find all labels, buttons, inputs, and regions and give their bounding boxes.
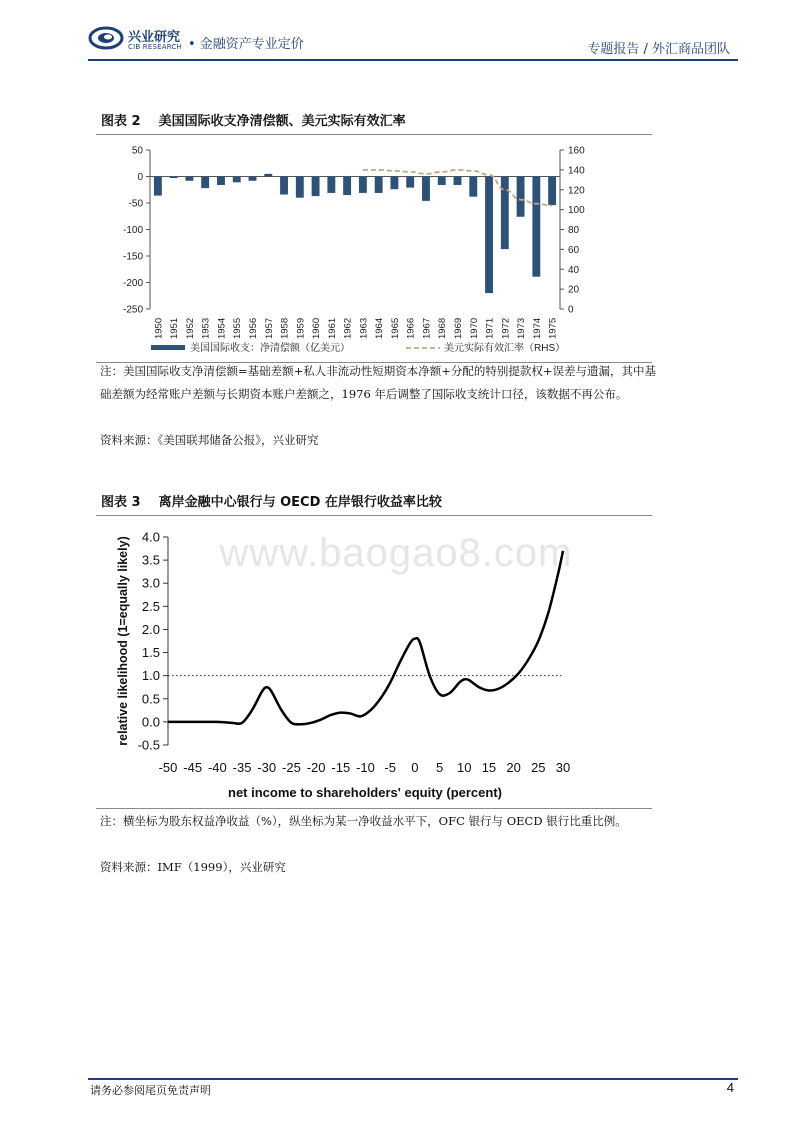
- bar: [517, 177, 525, 217]
- x-tick-label: -15: [331, 760, 351, 775]
- x-tick-label: 1968: [437, 317, 449, 339]
- footer-divider: [88, 1078, 738, 1080]
- legend-bar-swatch: [151, 345, 185, 350]
- brand-name: 兴业研究: [128, 30, 181, 45]
- figure3-title: [101, 491, 442, 510]
- footer-disclaimer: 请务必参阅尾页免责声明: [90, 1084, 211, 1097]
- y-tick-label: 0: [137, 172, 143, 183]
- figure3-source: 资料来源：IMF（1999），兴业研究: [100, 860, 286, 874]
- x-tick-label: 1971: [484, 317, 496, 339]
- bar: [280, 177, 288, 195]
- x-tick-label: 1974: [531, 317, 543, 339]
- y-tick-label: 50: [131, 145, 143, 157]
- x-tick-label: 1952: [184, 317, 196, 339]
- y2-tick-label: 160: [568, 145, 585, 157]
- y-axis-title: relative likelihood (1=equally likely): [116, 536, 130, 746]
- x-tick-label: 1972: [500, 317, 512, 339]
- y-tick-label: 3.0: [141, 575, 160, 591]
- x-tick-label: -30: [257, 760, 277, 775]
- bar: [264, 174, 272, 177]
- likelihood-curve: [168, 551, 563, 725]
- x-tick-label: 5: [435, 760, 444, 775]
- y-tick-label: 1.0: [141, 668, 160, 684]
- y2-tick-label: 100: [568, 205, 585, 217]
- bar: [233, 177, 241, 183]
- y-tick-label: -50: [128, 198, 143, 210]
- figure2-source: 资料来源：《美国联邦储备公报》，兴业研究: [100, 433, 319, 447]
- y2-tick-label: 140: [568, 165, 585, 177]
- bar: [548, 177, 556, 206]
- x-tick-label: -50: [158, 760, 178, 775]
- y-tick-label: 0.0: [141, 714, 160, 730]
- y2-tick-label: 20: [568, 284, 580, 296]
- report-type: 专题报告 / 外汇商品团队: [587, 42, 730, 57]
- x-tick-label: 1956: [248, 317, 259, 339]
- figure3-title-text: 离岸金融中心银行与 OECD 在岸银行收益率比较: [158, 495, 442, 510]
- figure3-bottom-rule: [96, 808, 652, 809]
- brand-name-en: CIB RESEARCH: [128, 43, 182, 51]
- x-tick-label: 1975: [547, 317, 559, 339]
- x-axis-title: net income to shareholders' equity (percent): [228, 785, 502, 800]
- x-tick-label: 1954: [216, 317, 228, 339]
- x-tick-label: 1951: [169, 317, 181, 339]
- y-tick-label: -0.5: [137, 737, 160, 753]
- x-tick-label: 1953: [200, 317, 212, 339]
- x-tick-label: 1969: [453, 317, 464, 339]
- y-tick-label: -250: [122, 304, 143, 316]
- x-tick-label: -45: [183, 760, 203, 775]
- page-number: 4: [726, 1080, 734, 1095]
- x-tick-label: -40: [207, 760, 227, 775]
- bar: [532, 177, 540, 277]
- bar: [485, 177, 493, 294]
- bar: [217, 177, 225, 185]
- x-tick-label: 1967: [421, 317, 433, 339]
- y2-tick-label: 80: [568, 225, 580, 236]
- x-tick-label: 1963: [358, 317, 370, 339]
- x-tick-label: -20: [306, 760, 326, 775]
- x-tick-label: 1966: [405, 317, 417, 339]
- x-tick-label: -25: [282, 760, 301, 775]
- figure2-title-text: 美国国际收支净清偿额、美元实际有效汇率: [158, 114, 406, 129]
- y-tick-label: -150: [122, 251, 143, 263]
- bar: [422, 177, 430, 201]
- x-tick-label: 1958: [279, 317, 291, 339]
- x-tick-label: 1973: [516, 317, 528, 339]
- figure2-title: [101, 110, 406, 129]
- x-tick-label: 1970: [468, 317, 480, 339]
- figure2-title-rule: [96, 134, 652, 135]
- bar: [375, 177, 383, 193]
- y2-tick-label: 40: [568, 264, 580, 276]
- bar: [249, 177, 257, 181]
- x-tick-label: 1961: [326, 317, 338, 339]
- y-tick-label: 2.5: [141, 598, 160, 614]
- y-tick-label: 4.0: [141, 529, 160, 545]
- x-tick-label: 0: [411, 760, 419, 775]
- y-tick-label: 2.0: [141, 621, 160, 637]
- y-tick-label: -200: [122, 278, 143, 289]
- figure3-title-rule: [96, 515, 652, 516]
- cib-logo-icon: [88, 26, 124, 50]
- x-tick-label: 15: [481, 760, 497, 775]
- x-tick-label: 1964: [374, 317, 386, 339]
- y-tick-label: 0.5: [141, 691, 160, 707]
- bar: [327, 177, 335, 193]
- figure3-chart: [96, 518, 652, 808]
- bar: [296, 177, 304, 198]
- x-tick-label: 20: [506, 760, 521, 775]
- figure3-note: 注：横坐标为股东权益净收益（%），纵坐标为某一净收益水平下，OFC 银行与 OECD 银行比重比例。: [100, 814, 627, 828]
- x-tick-label: 1959: [295, 317, 307, 339]
- bar: [359, 177, 367, 193]
- x-tick-label: 1962: [342, 317, 354, 339]
- x-tick-label: -35: [232, 760, 252, 775]
- bar: [201, 177, 209, 189]
- bar: [185, 177, 193, 181]
- figure2-note: 注：美国国际收支净清偿额=基础差额+私人非流动性短期资本净额+分配的特别提款权+误差与遗漏，其中基础差额为经常账户差额与长期资本账户差额之，1976 年后调整了国际收支统计口径，该数据不再公布。: [100, 364, 657, 401]
- x-tick-label: 1957: [263, 317, 275, 339]
- watermark: www.baogao8.com: [219, 531, 573, 575]
- x-tick-label: 30: [555, 760, 571, 775]
- y2-tick-label: 60: [568, 244, 580, 256]
- y-tick-label: -100: [122, 225, 143, 236]
- y-tick-label: 3.5: [141, 552, 160, 568]
- brand-tagline: • 金融资产专业定价: [188, 37, 304, 52]
- bar: [154, 177, 162, 196]
- y2-tick-label: 0: [568, 304, 574, 316]
- x-tick-label: -10: [356, 760, 375, 775]
- legend-line-label: 美元实际有效汇率（RHS）: [444, 343, 566, 354]
- bar: [454, 177, 462, 185]
- bar: [501, 177, 509, 250]
- figure2-chart: [96, 138, 656, 362]
- x-tick-label: 25: [531, 760, 546, 775]
- bar: [312, 177, 320, 197]
- x-tick-label: -5: [384, 760, 396, 775]
- bar: [170, 177, 178, 179]
- bar: [343, 177, 351, 196]
- x-tick-label: 1955: [232, 317, 244, 339]
- legend-bar-label: 美国国际收支：净清偿额（亿美元）: [190, 343, 350, 354]
- bar: [390, 177, 398, 190]
- x-tick-label: 1960: [311, 317, 323, 339]
- page-header: [0, 0, 800, 64]
- figure2-label: 图表 2: [101, 114, 141, 129]
- x-tick-label: 1965: [389, 317, 401, 339]
- figure3-label: 图表 3: [101, 495, 141, 510]
- y2-tick-label: 120: [568, 185, 585, 197]
- bar: [469, 177, 477, 197]
- x-tick-label: 10: [457, 760, 472, 775]
- bar: [438, 177, 446, 185]
- header-divider: [88, 59, 738, 61]
- bar: [406, 177, 414, 188]
- x-tick-label: 1950: [153, 317, 165, 339]
- y-tick-label: 1.5: [141, 645, 160, 661]
